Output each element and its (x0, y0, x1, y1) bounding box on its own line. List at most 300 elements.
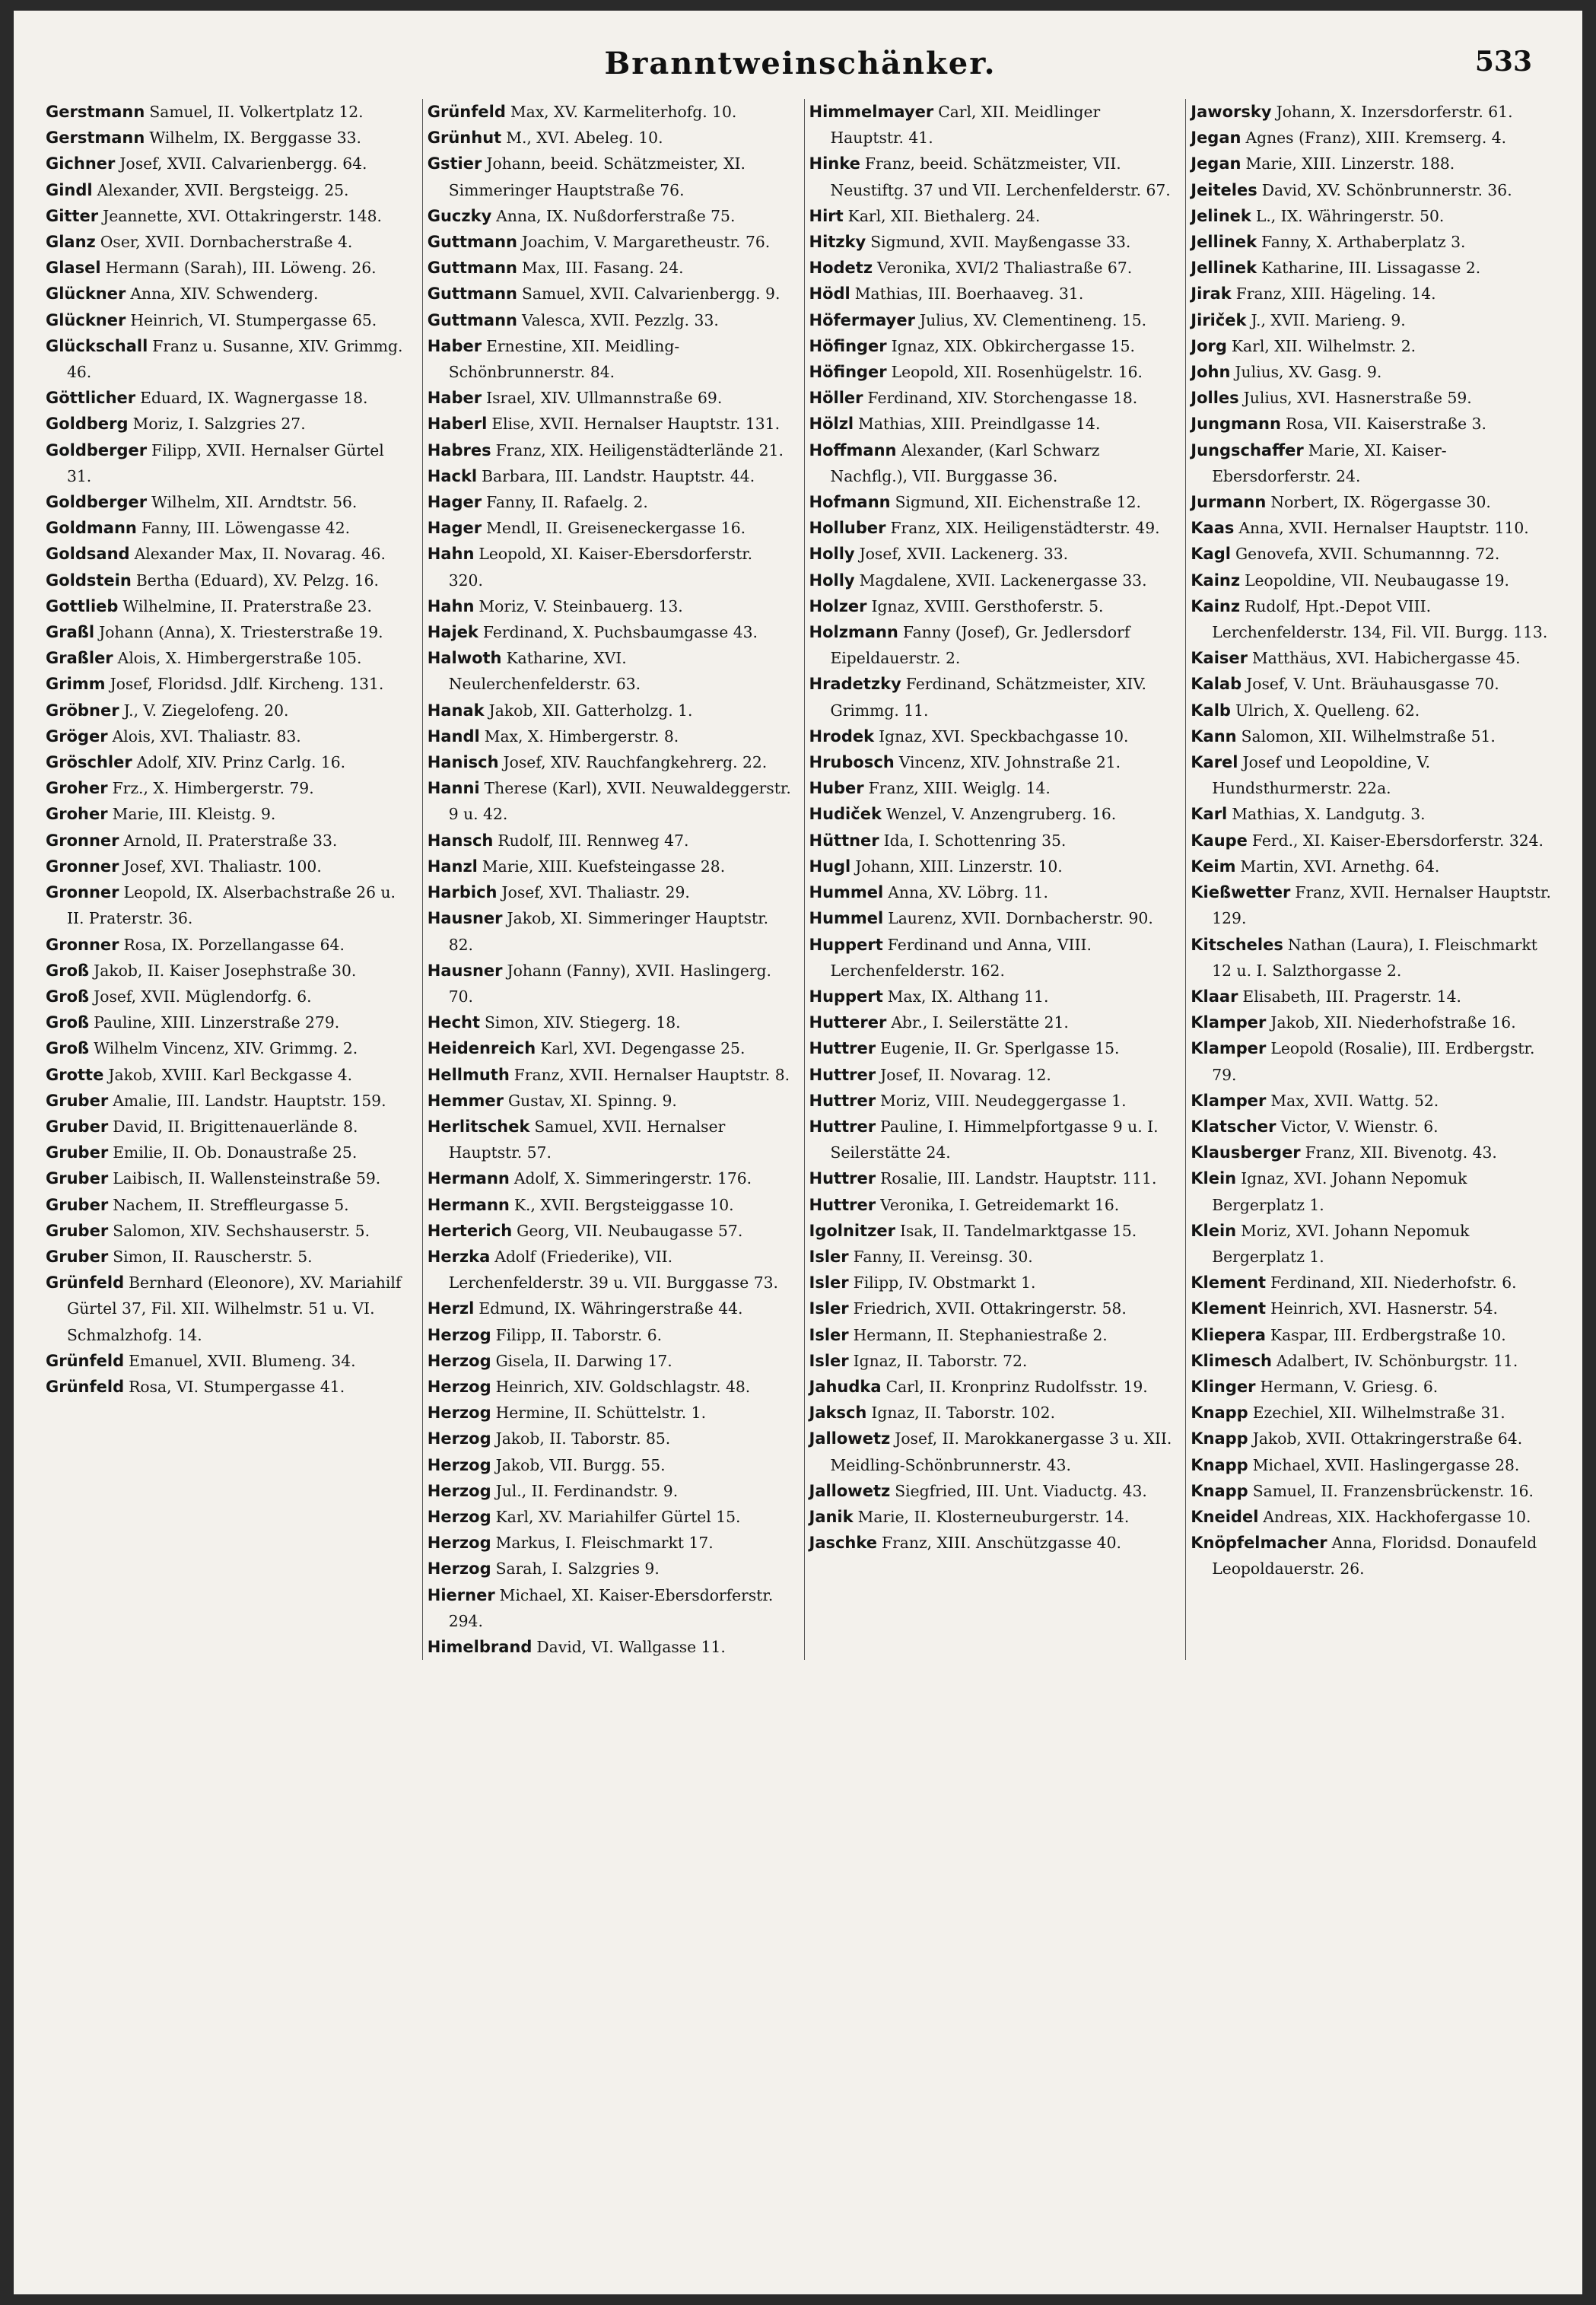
entry-surname: Holluber (809, 519, 886, 538)
entry-details: Fanny, II. Vereinsg. 30. (853, 1247, 1033, 1266)
directory-entry (1191, 749, 1555, 801)
directory-entry (1191, 1322, 1555, 1348)
entry-surname: Herzka (427, 1247, 491, 1266)
entry-surname: Klein (1191, 1169, 1237, 1188)
directory-entry (428, 1582, 792, 1634)
directory-entry (428, 1088, 792, 1114)
page-header (46, 41, 1555, 99)
entry-surname: Hummel (809, 883, 884, 902)
entry-surname: Klinger (1191, 1377, 1256, 1396)
entry-surname: Herzog (427, 1559, 491, 1579)
entry-details: Abr., I. Seilerstätte 21. (891, 1013, 1069, 1032)
entry-details: Hermann, V. Griesg. 6. (1260, 1377, 1439, 1396)
directory-entry (1191, 593, 1555, 645)
directory-entry (809, 255, 1174, 281)
entry-surname: Gruber (46, 1143, 109, 1162)
directory-entry (1191, 385, 1555, 411)
directory-entry (809, 984, 1174, 1009)
directory-entry (46, 645, 410, 671)
directory-entry (428, 385, 792, 411)
entry-details: Anna, XVII. Hernalser Hauptstr. 110. (1238, 519, 1529, 538)
directory-entry (1191, 229, 1555, 255)
entry-details: Elise, XVII. Hernalser Hauptstr. 131. (491, 415, 781, 434)
entry-details: Martin, XVI. Arnethg. 64. (1240, 857, 1440, 876)
directory-column-3 (804, 99, 1174, 1660)
directory-entry (809, 1348, 1174, 1374)
entry-surname: Knapp (1191, 1429, 1248, 1448)
entry-details: Franz, XII. Bivenotg. 43. (1305, 1143, 1497, 1162)
directory-entry (1191, 723, 1555, 749)
entry-details: Ignaz, XIX. Obkirchergasse 15. (891, 336, 1135, 355)
entry-surname: Glanz (46, 233, 96, 252)
entry-details: Fanny, X. Arthaberplatz 3. (1261, 233, 1466, 252)
directory-entry (46, 307, 410, 333)
entry-surname: Groß (46, 987, 90, 1006)
entry-surname: Graßl (46, 623, 95, 642)
entry-details: Ida, I. Schottenring 35. (883, 831, 1067, 850)
entry-surname: Kagl (1191, 545, 1231, 564)
entry-surname: Grotte (46, 1065, 104, 1084)
directory-entry (1191, 1348, 1555, 1374)
entry-surname: Höller (809, 389, 863, 408)
directory-entry (46, 671, 410, 697)
directory-entry (1191, 828, 1555, 854)
directory-entry (809, 1426, 1174, 1477)
entry-surname: Holly (809, 571, 855, 590)
entry-details: Josef, XVI. Thaliastr. 100. (123, 857, 322, 876)
entry-details: Moriz, XVI. Johann Nepomuk Bergerplatz 1. (1212, 1221, 1470, 1266)
entry-details: Adolf, X. Simmeringerstr. 176. (513, 1169, 752, 1188)
directory-entry (46, 177, 410, 203)
entry-details: Josef, Floridsd. Jdlf. Kircheng. 131. (110, 675, 384, 694)
entry-surname: Kaas (1191, 519, 1235, 538)
entry-surname: Huttrer (809, 1065, 876, 1084)
entry-details: Wenzel, V. Anzengruberg. 16. (885, 805, 1117, 824)
directory-entry (1191, 1270, 1555, 1296)
entry-surname: Halwoth (427, 649, 502, 668)
entry-surname: Holzer (809, 596, 867, 615)
entry-surname: Goldberg (46, 415, 129, 434)
directory-entry (1191, 99, 1555, 125)
entry-surname: Hirt (809, 206, 844, 225)
directory-entry (1191, 1478, 1555, 1504)
entry-details: Ferdinand, XII. Niederhofstr. 6. (1270, 1273, 1517, 1292)
entry-surname: Hager (427, 493, 482, 512)
entry-details: Hermann (Sarah), III. Löweng. 26. (105, 259, 377, 278)
entry-surname: Jungschaffer (1191, 440, 1304, 459)
entry-details: David, XV. Schönbrunnerstr. 36. (1261, 180, 1512, 199)
entry-details: Emilie, II. Ob. Donaustraße 25. (113, 1143, 358, 1162)
entry-surname: Guczky (427, 206, 492, 225)
entry-details: Max, XVII. Wattg. 52. (1270, 1091, 1439, 1110)
directory-entry (428, 1556, 792, 1582)
directory-entry (428, 879, 792, 905)
entry-surname: Grünfeld (46, 1377, 125, 1396)
entry-surname: Gronner (46, 883, 119, 902)
entry-details: Agnes (Franz), XIII. Kremserg. 4. (1245, 129, 1507, 148)
directory-entry (46, 1192, 410, 1218)
entry-surname: Isler (809, 1351, 849, 1370)
directory-entry (46, 854, 410, 879)
entry-surname: Jorg (1191, 336, 1227, 355)
entry-surname: Huttrer (809, 1039, 876, 1058)
directory-entry (1191, 1165, 1555, 1217)
directory-entry (428, 99, 792, 125)
entry-details: Sigmund, XVII. Mayßengasse 33. (870, 233, 1131, 252)
entry-details: Leopold (Rosalie), III. Erdbergstr. 79. (1212, 1039, 1535, 1084)
entry-details: Max, X. Himbergerstr. 8. (484, 726, 679, 746)
entry-details: Franz, XIX. Heiligenstädterlände 21. (495, 440, 784, 459)
entry-details: Laurenz, XVII. Dornbacherstr. 90. (888, 909, 1153, 928)
entry-surname: Gruber (46, 1195, 109, 1214)
directory-entry (428, 1062, 792, 1088)
entry-surname: Holzmann (809, 623, 898, 642)
entry-details: Jeannette, XVI. Ottakringerstr. 148. (103, 206, 382, 225)
directory-entry (46, 437, 410, 489)
entry-surname: Hölzl (809, 415, 854, 434)
directory-entry (1191, 1035, 1555, 1087)
entry-surname: Jallowetz (809, 1429, 891, 1448)
entry-details: Ferdinand, Schätzmeister, XIV. Grimmg. 11. (830, 675, 1146, 720)
entry-details: Wilhelm, XII. Arndtstr. 56. (151, 493, 358, 512)
directory-entry (46, 255, 410, 281)
entry-surname: Jaschke (809, 1534, 878, 1553)
entry-surname: Hahn (427, 596, 475, 615)
directory-entry (809, 1400, 1174, 1426)
entry-details: Moriz, V. Steinbauerg. 13. (478, 596, 683, 615)
entry-surname: Isler (809, 1247, 849, 1266)
entry-surname: Hudiček (809, 805, 882, 824)
directory-entry (809, 281, 1174, 307)
directory-column-4 (1185, 99, 1555, 1660)
entry-details: Wilhelmine, II. Praterstraße 23. (122, 596, 372, 615)
directory-entry (46, 1244, 410, 1270)
directory-entry (428, 307, 792, 333)
entry-surname: Klamper (1191, 1013, 1267, 1032)
entry-surname: Gerstmann (46, 129, 145, 148)
directory-entry (428, 1634, 792, 1660)
entry-details: Veronika, I. Getreidemarkt 16. (880, 1195, 1120, 1214)
entry-surname: Gruber (46, 1221, 109, 1240)
entry-surname: Goldstein (46, 571, 132, 590)
directory-entry (1191, 854, 1555, 879)
directory-entry (46, 1270, 410, 1348)
directory-entry (428, 1504, 792, 1530)
entry-details: Ezechiel, XII. Wilhelmstraße 31. (1252, 1404, 1505, 1423)
entry-surname: Hager (427, 519, 482, 538)
entry-surname: Hanni (427, 779, 480, 798)
entry-surname: Kitscheles (1191, 935, 1283, 954)
entry-surname: Hanzl (427, 857, 478, 876)
entry-details: Jakob, XII. Niederhofstraße 16. (1270, 1013, 1516, 1032)
directory-entry (1191, 307, 1555, 333)
directory-entry (809, 333, 1174, 359)
entry-details: Josef, XVII. Lackenerg. 33. (859, 545, 1069, 564)
entry-details: Therese (Karl), XVII. Neuwaldeggerstr. 9 u. 42. (448, 779, 791, 824)
directory-entry (46, 541, 410, 567)
entry-surname: Hanak (427, 701, 485, 720)
entry-surname: Höfinger (809, 336, 887, 355)
entry-surname: Haber (427, 389, 482, 408)
entry-surname: Kliepera (1191, 1325, 1266, 1344)
entry-surname: Hinke (809, 154, 860, 173)
directory-entry (428, 489, 792, 515)
directory-entry (428, 645, 792, 697)
entry-details: Simon, II. Rauscherstr. 5. (113, 1247, 313, 1266)
directory-entry (809, 203, 1174, 229)
entry-surname: Kalb (1191, 701, 1231, 720)
entry-surname: Grünhut (427, 129, 502, 148)
entry-details: Rudolf, III. Rennweg 47. (498, 831, 689, 850)
entry-surname: Huttrer (809, 1117, 876, 1136)
directory-entry (1191, 151, 1555, 176)
directory-entry (46, 984, 410, 1009)
entry-details: Isak, II. Tandelmarktgasse 15. (899, 1221, 1137, 1240)
entry-surname: Herlitschek (427, 1117, 530, 1136)
entry-details: Julius, XV. Gasg. 9. (1235, 363, 1382, 382)
directory-entry (46, 99, 410, 125)
entry-surname: Gronner (46, 935, 119, 954)
entry-details: Josef, XVII. Calvarienbergg. 64. (119, 154, 367, 173)
entry-details: Karl, XV. Mariahilfer Gürtel 15. (495, 1507, 741, 1526)
entry-surname: Guttmann (427, 259, 517, 278)
entry-surname: Glückner (46, 285, 126, 304)
entry-details: Marie, II. Klosterneuburgerstr. 14. (857, 1507, 1130, 1526)
entry-details: Anna, Floridsd. Donaufeld Leopoldauerstr. 26. (1212, 1534, 1537, 1579)
directory-entry (1191, 801, 1555, 827)
entry-details: David, VI. Wallgasse 11. (536, 1637, 726, 1656)
directory-entry (809, 1270, 1174, 1296)
directory-entry (1191, 1009, 1555, 1035)
entry-details: Anna, IX. Nußdorferstraße 75. (496, 206, 736, 225)
entry-details: Israel, XIV. Ullmannstraße 69. (486, 389, 723, 408)
entry-details: Johann, X. Inzersdorferstr. 61. (1276, 103, 1513, 121)
entry-details: K., XVII. Bergsteiggasse 10. (513, 1195, 734, 1214)
entry-surname: Kalab (1191, 675, 1242, 694)
directory-entry (46, 698, 410, 723)
directory-entry (1191, 255, 1555, 281)
entry-surname: Grünfeld (427, 103, 506, 121)
entry-surname: Hausner (427, 909, 503, 928)
entry-surname: Hrodek (809, 726, 875, 746)
entry-details: Bertha (Eduard), XV. Pelzg. 16. (135, 571, 379, 590)
entry-surname: John (1191, 363, 1231, 382)
entry-surname: Herzog (427, 1455, 491, 1474)
entry-details: Carl, II. Kronprinz Rudolfsstr. 19. (885, 1377, 1148, 1396)
entry-details: Michael, XVII. Haslingergasse 28. (1252, 1455, 1520, 1474)
directory-entry (1191, 1114, 1555, 1140)
entry-details: Jakob, VII. Burgg. 55. (495, 1455, 666, 1474)
directory-entry (1191, 1400, 1555, 1426)
entry-details: Valesca, XVII. Pezzlg. 33. (521, 310, 719, 329)
directory-entry (46, 749, 410, 775)
entry-details: Rudolf, Hpt.-Depot VIII. Lerchenfelderstr. 134, Fil. VII. Burgg. 113. (1212, 596, 1548, 642)
entry-surname: Hitzky (809, 233, 866, 252)
directory-entry (809, 411, 1174, 437)
entry-surname: Herzog (427, 1325, 491, 1344)
entry-details: Pauline, XIII. Linzerstraße 279. (94, 1013, 340, 1032)
directory-entry (809, 905, 1174, 931)
directory-entry (428, 775, 792, 827)
entry-details: Karl, XVI. Degengasse 25. (540, 1039, 746, 1058)
entry-surname: Huttrer (809, 1169, 876, 1188)
directory-entry (428, 541, 792, 593)
entry-surname: Jelinek (1191, 206, 1251, 225)
directory-entry (809, 568, 1174, 593)
directory-entry (428, 515, 792, 541)
entry-surname: Klausberger (1191, 1143, 1301, 1162)
entry-surname: Kainz (1191, 596, 1241, 615)
entry-details: Samuel, II. Volkertplatz 12. (149, 103, 364, 121)
page-title: Branntweinschänker. (604, 46, 997, 81)
entry-details: Katharine, III. Lissagasse 2. (1261, 259, 1481, 278)
entry-surname: Jiriček (1191, 310, 1247, 329)
directory-entry (428, 1218, 792, 1244)
entry-details: M., XVI. Abeleg. 10. (506, 129, 663, 148)
entry-surname: Himelbrand (427, 1637, 533, 1656)
directory-entry (809, 437, 1174, 489)
directory-entry (46, 879, 410, 931)
directory-entry (46, 203, 410, 229)
directory-entry (46, 1009, 410, 1035)
directory-entry (1191, 1296, 1555, 1321)
entry-surname: Huppert (809, 987, 883, 1006)
entry-surname: Hummel (809, 909, 884, 928)
entry-details: Nachem, II. Streffleurgasse 5. (113, 1195, 349, 1214)
entry-details: Genovefa, XVII. Schumannng. 72. (1235, 545, 1500, 564)
entry-surname: Herzog (427, 1404, 491, 1423)
entry-details: Jul., II. Ferdinandstr. 9. (495, 1481, 679, 1500)
entry-details: Emanuel, XVII. Blumeng. 34. (129, 1351, 356, 1370)
directory-entry (46, 1140, 410, 1165)
entry-surname: Guttmann (427, 285, 517, 304)
directory-entry (46, 281, 410, 307)
entry-details: Alexander, XVII. Bergsteigg. 25. (97, 180, 349, 199)
directory-entry (1191, 437, 1555, 489)
entry-surname: Knapp (1191, 1455, 1248, 1474)
directory-entry (1191, 645, 1555, 671)
entry-details: Filipp, XVII. Hernalser Gürtel 31. (67, 440, 384, 485)
directory-entry (1191, 333, 1555, 359)
directory-entry (46, 1062, 410, 1088)
entry-details: Franz, XVII. Hernalser Hauptstr. 8. (513, 1065, 790, 1084)
page-number: 533 (1474, 46, 1532, 78)
directory-entry (46, 568, 410, 593)
directory-entry (1191, 1140, 1555, 1165)
entry-surname: Gstier (427, 154, 482, 173)
directory-entry (809, 1062, 1174, 1088)
directory-page (14, 11, 1582, 2294)
entry-surname: Kann (1191, 726, 1237, 746)
directory-entry (809, 541, 1174, 567)
entry-details: Filipp, IV. Obstmarkt 1. (853, 1273, 1036, 1292)
entry-details: Jakob, XVII. Ottakringerstraße 64. (1252, 1429, 1523, 1448)
entry-details: Ferdinand, X. Puchsbaumgasse 43. (482, 623, 758, 642)
entry-surname: Isler (809, 1299, 849, 1318)
entry-surname: Jaworsky (1191, 103, 1272, 121)
directory-entry (46, 151, 410, 176)
directory-entry (809, 385, 1174, 411)
entry-surname: Keim (1191, 857, 1236, 876)
entry-details: Katharine, XVI. Neulerchenfelderstr. 63. (448, 649, 641, 694)
entry-surname: Knapp (1191, 1404, 1248, 1423)
entry-details: Alexander Max, II. Novarag. 46. (134, 545, 386, 564)
entry-details: Karl, XII. Wilhelmstr. 2. (1231, 336, 1416, 355)
entry-surname: Haberl (427, 415, 488, 434)
directory-entry (809, 151, 1174, 202)
entry-surname: Jellinek (1191, 233, 1257, 252)
entry-details: David, II. Brigittenauerlände 8. (113, 1117, 358, 1136)
entry-details: Hermann, II. Stephaniestraße 2. (853, 1325, 1108, 1344)
directory-entry (809, 1218, 1174, 1244)
directory-column-2 (422, 99, 792, 1660)
entry-surname: Hemmer (427, 1091, 504, 1110)
directory-entry (1191, 489, 1555, 515)
directory-entry (428, 1400, 792, 1426)
entry-details: Fanny (Josef), Gr. Jedlersdorf Eipeldauerstr. 2. (830, 623, 1130, 668)
directory-entry (46, 1348, 410, 1374)
entry-surname: Handl (427, 726, 480, 746)
directory-entry (428, 411, 792, 437)
entry-details: Jakob, XVIII. Karl Beckgasse 4. (108, 1065, 353, 1084)
entry-surname: Jegan (1191, 154, 1242, 173)
entry-surname: Hecht (427, 1013, 481, 1032)
entry-surname: Gruber (46, 1247, 109, 1266)
entry-details: Franz, XIII. Hägeling. 14. (1235, 285, 1436, 304)
directory-entry (428, 828, 792, 854)
directory-entry (809, 489, 1174, 515)
directory-entry (1191, 1088, 1555, 1114)
entry-details: Samuel, II. Franzensbrückenstr. 16. (1252, 1481, 1534, 1500)
entry-details: Franz, XVII. Hernalser Hauptstr. 129. (1212, 883, 1551, 928)
entry-details: Edmund, IX. Währingerstraße 44. (478, 1299, 743, 1318)
directory-entry (428, 1114, 792, 1165)
entry-details: Filipp, II. Taborstr. 6. (495, 1325, 663, 1344)
entry-surname: Holly (809, 545, 855, 564)
entry-surname: Hermann (427, 1195, 510, 1214)
entry-surname: Jellinek (1191, 259, 1257, 278)
entry-surname: Jirak (1191, 285, 1232, 304)
directory-entry (46, 775, 410, 801)
entry-details: Josef, II. Novarag. 12. (880, 1065, 1051, 1084)
entry-surname: Graßler (46, 649, 113, 668)
entry-details: Moriz, VIII. Neudeggergasse 1. (880, 1091, 1127, 1110)
entry-details: Laibisch, II. Wallensteinstraße 59. (113, 1169, 381, 1188)
entry-details: Julius, XVI. Hasnerstraße 59. (1243, 389, 1472, 408)
entry-details: Kaspar, III. Erdbergstraße 10. (1270, 1325, 1506, 1344)
entry-surname: Hellmuth (427, 1065, 510, 1084)
entry-details: Max, XV. Karmeliterhofg. 10. (510, 103, 737, 121)
directory-entry (428, 1426, 792, 1451)
entry-details: Mathias, X. Landgutg. 3. (1232, 805, 1426, 824)
entry-surname: Klement (1191, 1273, 1267, 1292)
directory-entry (809, 1192, 1174, 1218)
directory-entry (46, 828, 410, 854)
entry-details: Rosa, VII. Kaiserstraße 3. (1285, 415, 1486, 434)
entry-details: Mathias, III. Boerhaaveg. 31. (854, 285, 1084, 304)
entry-surname: Gottlieb (46, 596, 119, 615)
entry-surname: Hofmann (809, 493, 891, 512)
entry-surname: Groß (46, 961, 90, 980)
directory-entry (46, 1088, 410, 1114)
entry-surname: Hahn (427, 545, 475, 564)
entry-details: Ignaz, XVI. Johann Nepomuk Bergerplatz 1. (1212, 1169, 1467, 1214)
directory-entry (1191, 203, 1555, 229)
directory-entry (1191, 1452, 1555, 1478)
directory-entry (428, 1452, 792, 1478)
entry-details: Matthäus, XVI. Habichergasse 45. (1252, 649, 1521, 668)
entry-surname: Hödl (809, 285, 850, 304)
